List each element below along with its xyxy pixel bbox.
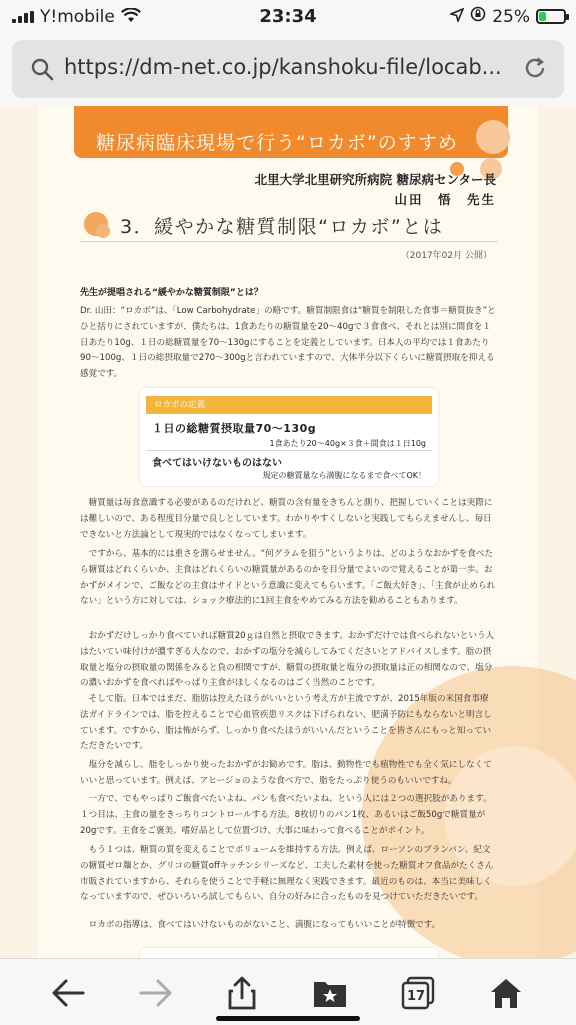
share-button[interactable] xyxy=(222,973,262,1013)
back-button[interactable] xyxy=(48,973,88,1013)
forward-arrow-icon xyxy=(139,978,173,1008)
location-icon xyxy=(450,7,464,27)
paragraph: ですから、基本的には重さを測らせません。“何グラムを狙う”というよりは、どのようなおかずを食べたら糖質はどれくらいか、主食はどれくらいの糖質量があるのかを目分量でよいので覚えることが第一歩。おかずがメインで、ご飯などの主食はサイドという意識に変えてもらいます。「ご飯大好き」、「主食が止められない」という方に対しては、ショック療法的に1回主食をやめてみる方法を勧めることもあります。 xyxy=(80,549,496,607)
home-indicator xyxy=(216,1016,360,1021)
content-box xyxy=(140,948,438,958)
decor-dot xyxy=(476,120,510,154)
paragraph: おかずだけしっかり食べていれば糖質20ｇは自然と摂取できます。おかずだけでは食べられないという人はたいてい味付けが濃すぎる人なので、おかずの塩分を減らしてみてくださいとアドバイスします。脂の摂取量と塩分の摂取量の関係をみると負の相関ですが、糖質の摂取量と塩分の摂取量は正の相関なので、塩分の濃いおかずを食べればやっぱり主食がほしくなるのはごく当然のことです。 xyxy=(80,631,495,689)
article-banner xyxy=(74,106,508,158)
web-page[interactable] xyxy=(0,106,576,958)
heading-divider xyxy=(80,241,498,242)
orientation-lock-icon xyxy=(470,6,486,27)
address-bar[interactable] xyxy=(12,40,564,98)
author-name: 山田 悟 先生 xyxy=(394,192,496,207)
paragraph: そして脂。日本ではまだ、脂肪は控えたほうがいいという考え方が主流ですが、2015年版の米国食事療法ガイドラインでは、脂を控えることで心血管疾患リスクは下げられない、肥満予防にもならないと明言しています。ですから、脂は怖がらず、しっかり食べたほうがいいんだということを皆さんにもっと知っていただきたいです。 xyxy=(80,694,492,752)
author-affiliation: 北里大学北里研究所病院 糖尿病センター長 xyxy=(254,172,496,187)
paragraph: 一方で、でもやっぱりご飯食べたいよね、パンも食べたいよね、という人には２つの選択肢があります。１つ目は、主食の量をきっちりコントロールする方法。8枚切りのパン1枚、あるいはご飯50gで糖質量が20gです。主食をご褒美、嗜好品として位置づけ、大事に味わって食べることがポイント。 xyxy=(80,794,492,836)
author-info xyxy=(255,170,496,210)
paragraph: Dr. 山田：“ロカボ”は、「Low Carbohydrate」の略です。糖質制限食は“糖質を制限した食事＝糖質抜き”とひと括りにされていますが、僕たちは、1食あたりの糖質量を20～40gで３食食べ、それとは別に間食を１日あたり10g、１日の総糖質量を70～130gにすることを定義としています。日本人の平均では１食あたり90～100g、１日の総摂取量で270～300gと言われていますので、大体半分以下くらいに糖質摂取を抑える感覚です。 xyxy=(80,306,496,380)
definition-line: １日の総糖質摂取量70～130g xyxy=(152,422,317,435)
definition-divider xyxy=(146,450,432,451)
url-text[interactable]: https://dm-net.co.jp/kanshoku-file/locab... xyxy=(64,55,502,79)
tabs-button[interactable] xyxy=(398,973,438,1013)
carrier: Y!mobile xyxy=(40,7,115,27)
home-icon xyxy=(489,977,523,1009)
definition-line: 食べてはいけないものはない xyxy=(152,458,282,469)
battery-icon xyxy=(536,9,566,24)
interview-question: 先生が提唱される“緩やかな糖質制限”とは？ xyxy=(80,288,263,298)
share-icon xyxy=(227,976,257,1010)
paragraph: 糖質量は毎食意識する必要があるのだけれど、糖質の含有量をきちんと測り、把握していくことは実際には難しいので、ある程度目分量で良しとしています。わかりやすくしないと実践してもらえませんし、毎日できないと方法論として現実的ではなくなってしまいます。 xyxy=(80,498,493,540)
clock: 23:34 xyxy=(259,6,317,27)
banner-title: 糖尿病臨床現場で行う“ロカボ”のすすめ xyxy=(96,132,458,154)
bookmarks-button[interactable] xyxy=(310,973,350,1013)
home-button[interactable] xyxy=(486,973,526,1013)
forward-button[interactable] xyxy=(136,973,176,1013)
publish-date: （2017年02月 公開） xyxy=(400,251,492,261)
definition-header: ロカボの定義 xyxy=(146,396,432,414)
reload-icon[interactable] xyxy=(522,55,548,88)
section-heading: 3．緩やかな糖質制限“ロカボ”とは xyxy=(120,216,444,238)
definition-subline: 1食あたり20～40g×３食＋間食は１日10g xyxy=(269,439,426,448)
back-arrow-icon xyxy=(51,978,85,1008)
browser-toolbar xyxy=(0,958,576,1025)
status-bar xyxy=(0,0,576,34)
bookmark-folder-icon xyxy=(313,978,347,1008)
tabs-count: 17 xyxy=(406,989,426,1004)
paragraph: 塩分を減らし、脂をしっかり使ったおかずがお勧めです。脂は、動物性でも植物性でも全く気にしなくていいと思っています。例えば、アヒージョのような食べ方で、脂をたっぷり使うのもいいですね。 xyxy=(80,760,492,786)
search-icon xyxy=(30,57,54,85)
paragraph: もう１つは、糖質の質を変えることでボリュームを維持する方法。例えば、ローソンのブランパン、紀文の糖質ゼロ麺とか、グリコの糖質offキッチンシリーズなど、工夫した素材を使った糖質オフ食品がたくさん市販されていますから、それらを使うことで手軽に無理なく実践できます。最近のものは、本当に美味しくなっていますので、ぜひいろいろ試してもらい、自分の好みに合ったものを見つけていただきたいです。 xyxy=(80,845,494,903)
paragraph: ロカボの指導は、食べてはいけないものがないこと、満腹になってもいいことが特徴です。 xyxy=(88,920,441,930)
battery-percent: 25% xyxy=(492,6,530,27)
definition-subline: 規定の糖質量なら満腹になるまで食べてOK！ xyxy=(262,471,426,480)
definition-box xyxy=(140,388,438,486)
